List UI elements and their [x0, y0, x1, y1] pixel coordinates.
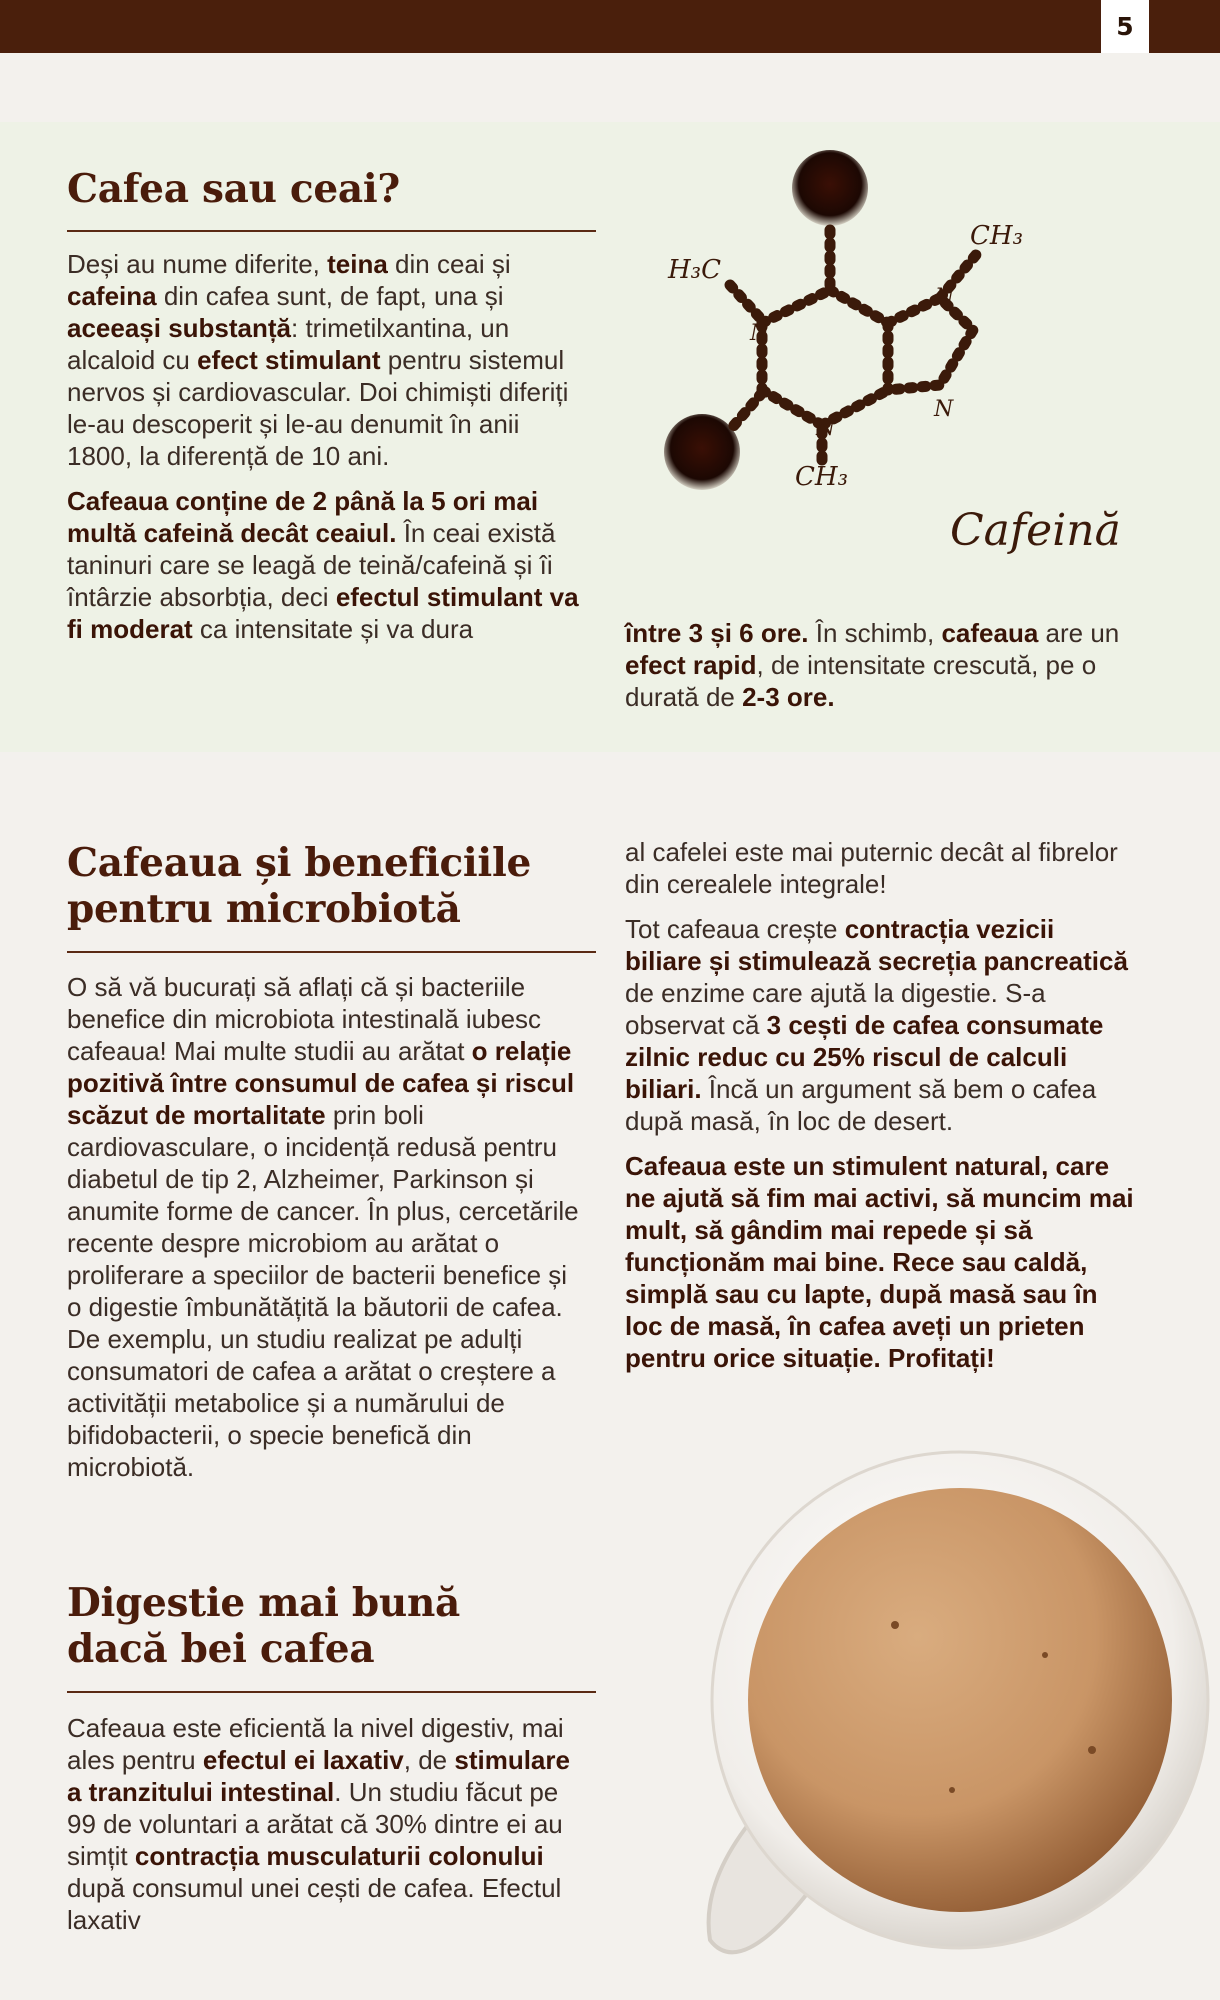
bold-text: efectul stimulant va fi moderat: [67, 582, 579, 644]
section2-right-text: [625, 836, 1135, 1387]
text: are un: [1038, 618, 1120, 648]
bold-text: Cafeaua conține de 2 până la 5 ori mai multă cafeină decât ceaiul.: [67, 486, 539, 548]
text: Încă un argument să bem o cafea după masă, în loc de desert.: [625, 1074, 1097, 1136]
h3c-label: H₃C: [668, 255, 721, 285]
text: În schimb,: [808, 618, 942, 648]
text: Cafeaua este eficientă la nivel digestiv, mai ales pentru: [67, 1713, 564, 1775]
bold-text: cafeina: [67, 281, 157, 311]
text: , de intensitate crescută, pe o durată de: [625, 650, 1097, 712]
paragraph: [67, 248, 587, 472]
bold-text: efect rapid: [625, 650, 757, 680]
paragraph: [625, 913, 1135, 1137]
heading-digestion-line1: Digestie mai bună: [67, 1580, 460, 1626]
text: de enzime care ajută la digestie. S-a observat că: [625, 978, 1046, 1040]
paragraph: [625, 617, 1135, 713]
text: al cafelei este mai puternic decât al fibrelor din cerealele integrale!: [625, 837, 1118, 899]
ch3-bottom-label: CH₃: [795, 462, 848, 492]
bold-text: efectul ei laxativ: [202, 1745, 404, 1775]
text: În ceai există taninuri care se leagă de teină/cafeină și îi întârzie absorbția, deci: [67, 518, 556, 612]
paragraph: [67, 1712, 587, 1936]
ch3-top-label: CH₃: [970, 221, 1023, 251]
text: : trimetilxantina, un alcaloid cu: [67, 313, 510, 375]
bold-text: o relație pozitivă între consumul de cafea și riscul scăzut de mortalitate: [67, 1036, 575, 1130]
text: din ceai și: [387, 249, 511, 279]
heading-digestion: [67, 1580, 460, 1672]
caffeine-molecule-illustration: [640, 140, 1140, 580]
bold-text: între 3 și 6 ore.: [625, 618, 809, 648]
text: O să vă bucurați să aflați că și bacteriile benefice din microbiota intestinală iubesc cafeaua! Mai multe studii au arătat: [67, 972, 542, 1066]
caffeine-caption: Cafeină: [950, 505, 1121, 556]
paragraph: [625, 836, 1135, 900]
bold-text: teina: [327, 249, 388, 279]
text: prin boli cardiovasculare, o incidență redusă pentru diabetul de tip 2, Alzheimer, Parkinson și anumite forme de cancer. În plus, cercetările recente despre microbiom au arătat o proliferare a speciilor de bacterii benefice și o digestie îmbunătățită la băutorii de cafea. De exemplu, un studiu realizat pe adulți consumatori de cafea a arătat o creștere a activității metabolice și a numărului de bifidobacterii, o specie benefică din microbiotă.: [67, 1100, 579, 1482]
bold-text: 3 cești de cafea consumate zilnic reduc cu 25% riscul de calculi biliari.: [625, 1010, 1104, 1104]
top-bar: [0, 0, 1220, 53]
text: din cafea sunt, de fapt, una și: [156, 281, 504, 311]
n-label-4: N: [934, 397, 954, 422]
heading-digestion-line2: dacă bei cafea: [67, 1626, 375, 1672]
heading-rule: [67, 1691, 596, 1693]
text: Tot cafeaua crește: [625, 914, 845, 944]
section1-left-text: [67, 248, 587, 658]
heading-rule: [67, 230, 596, 232]
text: după consumul unei cești de cafea. Efectul laxativ: [67, 1873, 562, 1935]
text: pentru sistemul nervos și cardiovascular. Doi chimiști diferiți le-au descoperit și le-au denumit în anii 1800, la diferență de 10 ani.: [67, 345, 569, 471]
paragraph: [67, 971, 587, 1483]
espresso-cup-top: [792, 150, 868, 226]
bold-text: aceeași substanță: [67, 313, 292, 343]
section3-left-text: [67, 1712, 587, 1949]
section1-right-text: [625, 617, 1135, 726]
heading-microbiota: [67, 840, 531, 932]
n-label-3: N: [935, 285, 955, 310]
paragraph: [625, 1150, 1135, 1374]
bold-text: 2-3 ore.: [742, 682, 835, 712]
bold-text: Cafeaua este un stimulent natural, care ne ajută să fim mai activi, să muncim mai mult, să gândim mai repede și să funcționăm mai bine. Rece sau caldă, simplă sau cu lapte, după masă sau în loc de masă, în cafea aveți un prieten pentru orice situație. Profitați!: [625, 1151, 1134, 1373]
heading-microbiota-line2: pentru microbiotă: [67, 886, 461, 932]
bold-text: contracția musculaturii colonului: [134, 1841, 544, 1871]
bold-text: stimulare a tranzitului intestinal: [67, 1745, 570, 1807]
coffee-cup-image: [640, 1420, 1220, 2000]
heading-coffee-or-tea: Cafea sau ceai?: [67, 166, 400, 212]
bold-text: contracția vezicii biliare și stimulează secreția pancreatică: [625, 914, 1128, 976]
n-label-1: N: [750, 321, 770, 346]
section2-left-text: [67, 971, 587, 1496]
text: ca intensitate și va dura: [192, 614, 474, 644]
text: Deși au nume diferite,: [67, 249, 328, 279]
page-number: 5: [1101, 0, 1149, 53]
paragraph: [67, 485, 587, 645]
text: , de: [403, 1745, 455, 1775]
bold-text: efect stimulant: [197, 345, 381, 375]
n-label-2: N: [816, 416, 836, 441]
heading-rule: [67, 951, 596, 953]
bold-text: cafeaua: [941, 618, 1039, 648]
heading-microbiota-line1: Cafeaua și beneficiile: [67, 840, 531, 886]
text: . Un studiu făcut pe 99 de voluntari a arătat că 30% dintre ei au simțit: [67, 1777, 563, 1871]
